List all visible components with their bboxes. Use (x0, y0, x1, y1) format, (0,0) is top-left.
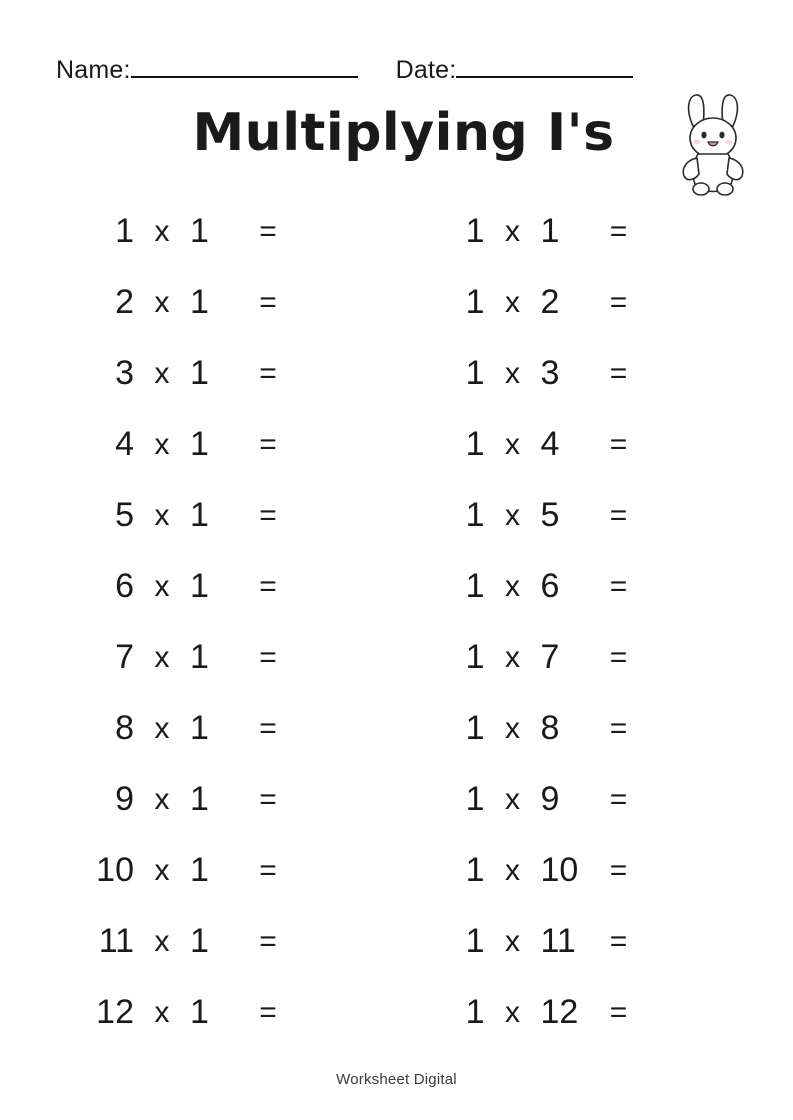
problem-row[interactable] (52, 409, 397, 480)
problem-row[interactable] (397, 622, 742, 693)
problem-row[interactable] (52, 764, 397, 835)
equals-symbol: = (259, 924, 277, 958)
operand-a: 1 (465, 283, 485, 321)
operand-b: 1 (190, 212, 209, 250)
operator-symbol: x (505, 427, 520, 461)
date-write-line[interactable] (456, 75, 633, 78)
operator-symbol: x (505, 995, 520, 1029)
operand-b: 1 (190, 709, 209, 747)
operand-a: 1 (465, 638, 485, 676)
problem-row[interactable] (397, 693, 742, 764)
name-field[interactable] (56, 56, 358, 85)
problem-row[interactable] (397, 338, 742, 409)
operator-symbol: x (154, 640, 170, 674)
operand-a: 12 (96, 993, 134, 1031)
name-write-line[interactable] (131, 75, 358, 78)
equals-symbol: = (609, 427, 628, 461)
equals-symbol: = (259, 214, 277, 248)
operand-b: 1 (190, 780, 209, 818)
equals-symbol: = (609, 498, 628, 532)
equals-symbol: = (259, 711, 277, 745)
operator-symbol: x (154, 356, 170, 390)
operand-a: 10 (96, 851, 134, 889)
operator-symbol: x (154, 853, 170, 887)
operand-a: 1 (465, 354, 485, 392)
date-field[interactable] (396, 56, 634, 85)
operator-symbol: x (505, 285, 520, 319)
operator-symbol: x (154, 427, 170, 461)
operand-a: 9 (115, 780, 134, 818)
date-label: Date: (395, 56, 457, 84)
operator-symbol: x (154, 995, 170, 1029)
problem-row[interactable] (52, 551, 397, 622)
operand-b: 1 (190, 496, 209, 534)
operand-a: 1 (465, 496, 485, 534)
operand-b: 1 (190, 922, 209, 960)
operand-b: 1 (190, 283, 209, 321)
operand-b: 1 (190, 567, 209, 605)
problem-row[interactable] (397, 764, 742, 835)
operand-b: 1 (190, 638, 209, 676)
problem-row[interactable] (397, 267, 742, 338)
operand-b: 2 (540, 283, 560, 321)
operand-a: 1 (465, 709, 485, 747)
problem-row[interactable] (397, 480, 742, 551)
operand-a: 1 (115, 212, 134, 250)
operand-b: 1 (540, 212, 560, 250)
equals-symbol: = (609, 782, 628, 816)
problem-row[interactable] (52, 338, 397, 409)
problem-row[interactable] (52, 267, 397, 338)
equals-symbol: = (609, 853, 628, 887)
operand-a: 8 (115, 709, 134, 747)
operand-b: 10 (540, 851, 579, 889)
operand-a: 3 (115, 354, 134, 392)
equals-symbol: = (259, 853, 277, 887)
bunny-mascot-icon (663, 92, 763, 200)
operator-symbol: x (154, 924, 170, 958)
equals-symbol: = (259, 498, 277, 532)
equals-symbol: = (609, 995, 628, 1029)
problem-row[interactable] (52, 480, 397, 551)
equals-symbol: = (259, 782, 277, 816)
operand-b: 1 (190, 993, 209, 1031)
operator-symbol: x (505, 498, 520, 532)
operand-a: 1 (465, 922, 485, 960)
equals-symbol: = (609, 569, 628, 603)
operand-a: 11 (98, 922, 134, 960)
problem-row[interactable] (52, 977, 397, 1048)
operator-symbol: x (505, 569, 520, 603)
problem-row[interactable] (52, 693, 397, 764)
operand-a: 1 (465, 780, 485, 818)
operator-symbol: x (505, 853, 520, 887)
problem-row[interactable] (397, 409, 742, 480)
operand-a: 1 (465, 851, 485, 889)
operator-symbol: x (505, 356, 520, 390)
equals-symbol: = (259, 285, 277, 319)
problem-row[interactable] (397, 196, 742, 267)
operator-symbol: x (154, 782, 170, 816)
operand-b: 11 (540, 922, 576, 960)
operand-b: 1 (190, 354, 209, 392)
equals-symbol: = (609, 285, 628, 319)
operator-symbol: x (154, 498, 170, 532)
operand-a: 4 (115, 425, 134, 463)
operand-b: 4 (540, 425, 560, 463)
operand-b: 6 (540, 567, 560, 605)
operand-a: 1 (465, 993, 485, 1031)
footer-credit: Worksheet Digital (336, 1071, 457, 1088)
equals-symbol: = (609, 711, 628, 745)
operator-symbol: x (154, 214, 170, 248)
problem-row[interactable] (52, 196, 397, 267)
equals-symbol: = (259, 569, 277, 603)
operator-symbol: x (505, 640, 520, 674)
operand-a: 5 (115, 496, 134, 534)
operand-b: 1 (190, 851, 209, 889)
operand-a: 1 (465, 567, 485, 605)
equals-symbol: = (609, 924, 628, 958)
operand-b: 7 (540, 638, 560, 676)
problem-row[interactable] (52, 622, 397, 693)
worksheet-header (52, 56, 741, 85)
operator-symbol: x (154, 285, 170, 319)
problem-row[interactable] (397, 977, 742, 1048)
operand-a: 1 (465, 425, 485, 463)
operand-b: 5 (540, 496, 560, 534)
operand-a: 1 (465, 212, 485, 250)
operator-symbol: x (154, 569, 170, 603)
operator-symbol: x (505, 711, 520, 745)
operand-a: 7 (115, 638, 134, 676)
operator-symbol: x (154, 711, 170, 745)
problem-row[interactable] (397, 835, 742, 906)
operand-b: 1 (190, 425, 209, 463)
operand-b: 12 (540, 993, 579, 1031)
operand-b: 3 (540, 354, 560, 392)
operand-b: 8 (540, 709, 560, 747)
name-label: Name: (56, 56, 131, 84)
page-title-text: Multiplying I's (192, 103, 615, 163)
operand-a: 6 (115, 567, 134, 605)
problem-row[interactable] (397, 906, 742, 977)
equals-symbol: = (609, 640, 628, 674)
problem-row[interactable] (52, 835, 397, 906)
equals-symbol: = (259, 640, 277, 674)
operand-a: 2 (115, 283, 134, 321)
equals-symbol: = (259, 356, 277, 390)
equals-symbol: = (259, 995, 277, 1029)
operator-symbol: x (505, 214, 520, 248)
equals-symbol: = (609, 356, 628, 390)
equals-symbol: = (259, 427, 277, 461)
equals-symbol: = (609, 214, 628, 248)
problem-row[interactable] (52, 906, 397, 977)
problems-grid (52, 196, 741, 1048)
problem-row[interactable] (397, 551, 742, 622)
operator-symbol: x (505, 782, 520, 816)
operand-b: 9 (540, 780, 560, 818)
operator-symbol: x (505, 924, 520, 958)
